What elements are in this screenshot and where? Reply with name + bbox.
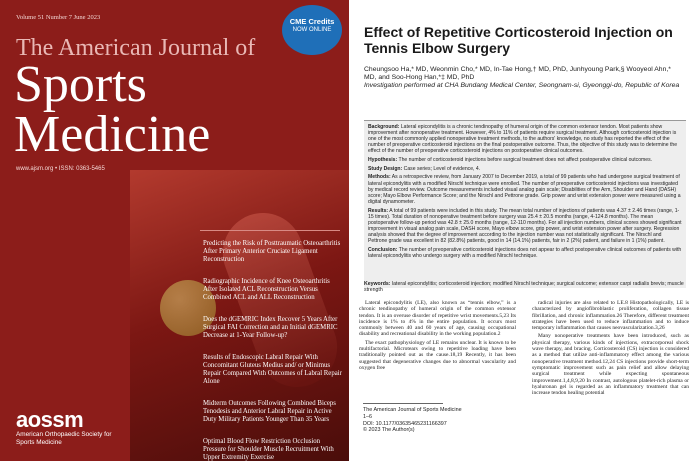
cover-article: Does the dGEMRIC Index Recover 5 Years After Surgical FAI Correction and an Initial dGEMRIC Decrease at 1-Year Follow-up? [203,316,338,339]
abstract-results: Results: A total of 99 patients were included in this study. The mean total number of injections of patients was 4.37 ± 2.46 times (range, 1-15 times). Total duration of nonoperative treatment before surgery was 25.4 ± 20.5 months (range, 4-124.8 months). The mean postoperative follow-up period was 42.8 ± 25.0 months (range, 12-110 months). For all injection numbers, clinical scores showed significant improvement in visual analog pain scale, DASH score, Mayo elbow score, grip power, and wrist extension power after surgery. Regression analysis showed that the degree of improvement according to the injection number was not statistically significant. The Nirschl and Pettrone grade was excellent in 82 (82.8%) patients, good in 14 (14.1%) patients, fair in 2 (2%) patient, and failure in 1 (1%) patient. [368,207,682,244]
footnote-journal: The American Journal of Sports Medicine [363,407,462,413]
abstract-methods: Methods: As a retrospective review, from January 2007 to December 2019, a total of 99 patients who had undergone surgical treatment of lateral epicondylitis with a modified Nirschl technique were enrolled. The number of preoperative corticosteroid injections was investigated by medical record review. Outcome measurements included visual analog pain scale; Disabilities of the Arm, Shoulder and Hand (DASH) score; Mayo Elbow Performance Score; and the Nirschl and Pettrone grade. Grip power and wrist extension power were measured using a digital dynamometer. [368,174,681,205]
paper-first-page [349,0,700,461]
issue-line: Volume 51 Number 7 June 2023 [16,14,101,21]
cover-article: Radiographic Incidence of Knee Osteoarthritis After Isolated ACL Reconstruction Versus Combined ACL and ALL Reconstruction [203,278,330,301]
cme-badge [282,5,342,55]
body-paragraph: Lateral epicondylitis (LE), also known as “tennis elbow,” is a chronic tendinopathy of humeral origin of the common extensor tendon. It is an overuse disorder of repetitive wrist movements.5,23 Its incidence is 1% to 4% in the entire population. It occurs most commonly between 40 and 60 years of age, causing occupational disability and recreational disability in the working population.2 [359,300,516,338]
abstract-study-design: Study Design: Case series; Level of evidence, 4. [368,165,481,172]
paper-title: Effect of Repetitive Corticosteroid Injection on Tennis Elbow Surgery [364,24,673,56]
aossm-logo: aossm [16,407,84,432]
keywords: Keywords: lateral epicondylitis; corticosteroid injection; modified Nirschl technique; surgical outcome; extensor carpi radialis brevis; muscle strength [364,281,684,294]
abstract-background: Background: Lateral epicondylitis is a chronic tendinopathy of humeral origin of the common extensor tendon. Most patients show improvement after nonoperative treatment. However, 4% to 11% of patients require surgical treatment. Although corticosteroid injection is one of the most commonly applied nonoperative treatment methods, to the authors' knowledge, no study has reported the effect of the number of preoperative corticosteroid injections on the final postoperative outcome. Thus, the objective of this study was to determine the effect of the number of preoperative corticosteroid injections on postoperative clinical outcomes. [368,124,678,155]
journal-title-line1: The American Journal of [16,35,256,61]
footnote-pages: 1–6 [363,413,372,420]
body-paragraph: The exact pathophysiology of LE remains unclear. It is known to be multifactorial. Microtears owing to repetitive loading have been traditionally pointed out as the cause.18,19 Recently, it has been suggested that degenerative changes due to abnormal vascularity and oxygen free [359,339,516,371]
aossm-society-name: American Orthopaedic Society for Sports Medicine [16,431,112,446]
abstract-conclusion: Conclusion: The number of preoperative corticosteroid injections does not appear to affect postoperative clinical outcomes of patients with lateral epicondylitis who undergo surgery with a modified Nirschl technique. [368,246,682,259]
body-paragraph: radical injuries are also related to LE.8 Histopathologically, LE is characterized by angiofibroblastic proliferation, collagen tissue fibrillation, and chronic inflammation.26 Therefore, different treatment strategies have been used to reduce inflammation and to induce temporary inflammation that causes neovascularization.3,26 [532,300,689,332]
journal-url-issn: www.ajsm.org • ISSN: 0363-5465 [16,166,105,172]
cover-divider [200,230,340,231]
cover-article: Results of Endoscopic Labral Repair With Concomitant Gluteus Medius and/ or Minimus Repair Compared With Outcomes of Labral Repair Alone [203,354,342,385]
abstract-box [364,120,686,288]
author-block [364,66,684,91]
cme-badge-sub: NOW ONLINE [292,27,332,33]
cover-article: Optimal Blood Flow Restriction Occlusion Pressure for Shoulder Muscle Recruitment With Upper Extremity Exercise [203,438,334,461]
institution: Investigation performed at CHA Bundang Medical Center, Seongnam-si, Gyeonggi-do, Republic of Korea [364,82,680,90]
journal-footnote [363,407,523,434]
footnote-divider [363,403,443,404]
journal-title-medicine: Medicine [14,106,211,163]
author-list: Cheungsoo Ha,* MD, Weonmin Cho,* MD, In-Tae Hong,† MD, PhD, Junhyoung Park,§ Wooyeol Ahn,* MD, and Soo-Hong Han,*‡ MD, PhD [364,66,671,82]
cover-article: Midterm Outcomes Following Combined Biceps Tenodesis and Anterior Labral Repair in Active Duty Military Patients Younger Than 35 Years [203,400,336,423]
journal-title-sports: Sports [14,56,147,113]
body-paragraph: Many nonoperative treatments have been introduced, such as physical therapy, various kinds of injections, extracorporeal shock wave therapy, and bracing. Corticosteroid (CS) injection is considered as a method that utilize anti-inflammatory effect among the various nonoperative treatment method.12,24 CS injections provide short-term symptomatic improvement such as pain relief and allow delaying surgical treatment while expecting spontaneous improvement.1,4,8,9,20 In contrast, autologous platelet-rich plasma or hyaluronan gel is regarded as an inflammatory treatment that can increase tendon healing potential [532,333,689,397]
footnote-copyright: © 2023 The Author(s) [363,427,415,434]
cover-article-list [203,240,343,461]
abstract-hypothesis: Hypothesis: The number of corticosteroid injections before surgical treatment does not affect postoperative clinical outcomes. [368,157,653,164]
body-column-right [532,300,689,460]
cme-badge-label: CME Credits [289,17,335,26]
body-column-left [359,300,516,392]
cover-article: Predicting the Risk of Posttraumatic Osteoarthritis After Primary Anterior Cruciate Ligament Reconstruction [203,240,341,263]
journal-cover [0,0,349,461]
footnote-doi: DOI: 10.1177/03635465231166397 [363,420,447,427]
